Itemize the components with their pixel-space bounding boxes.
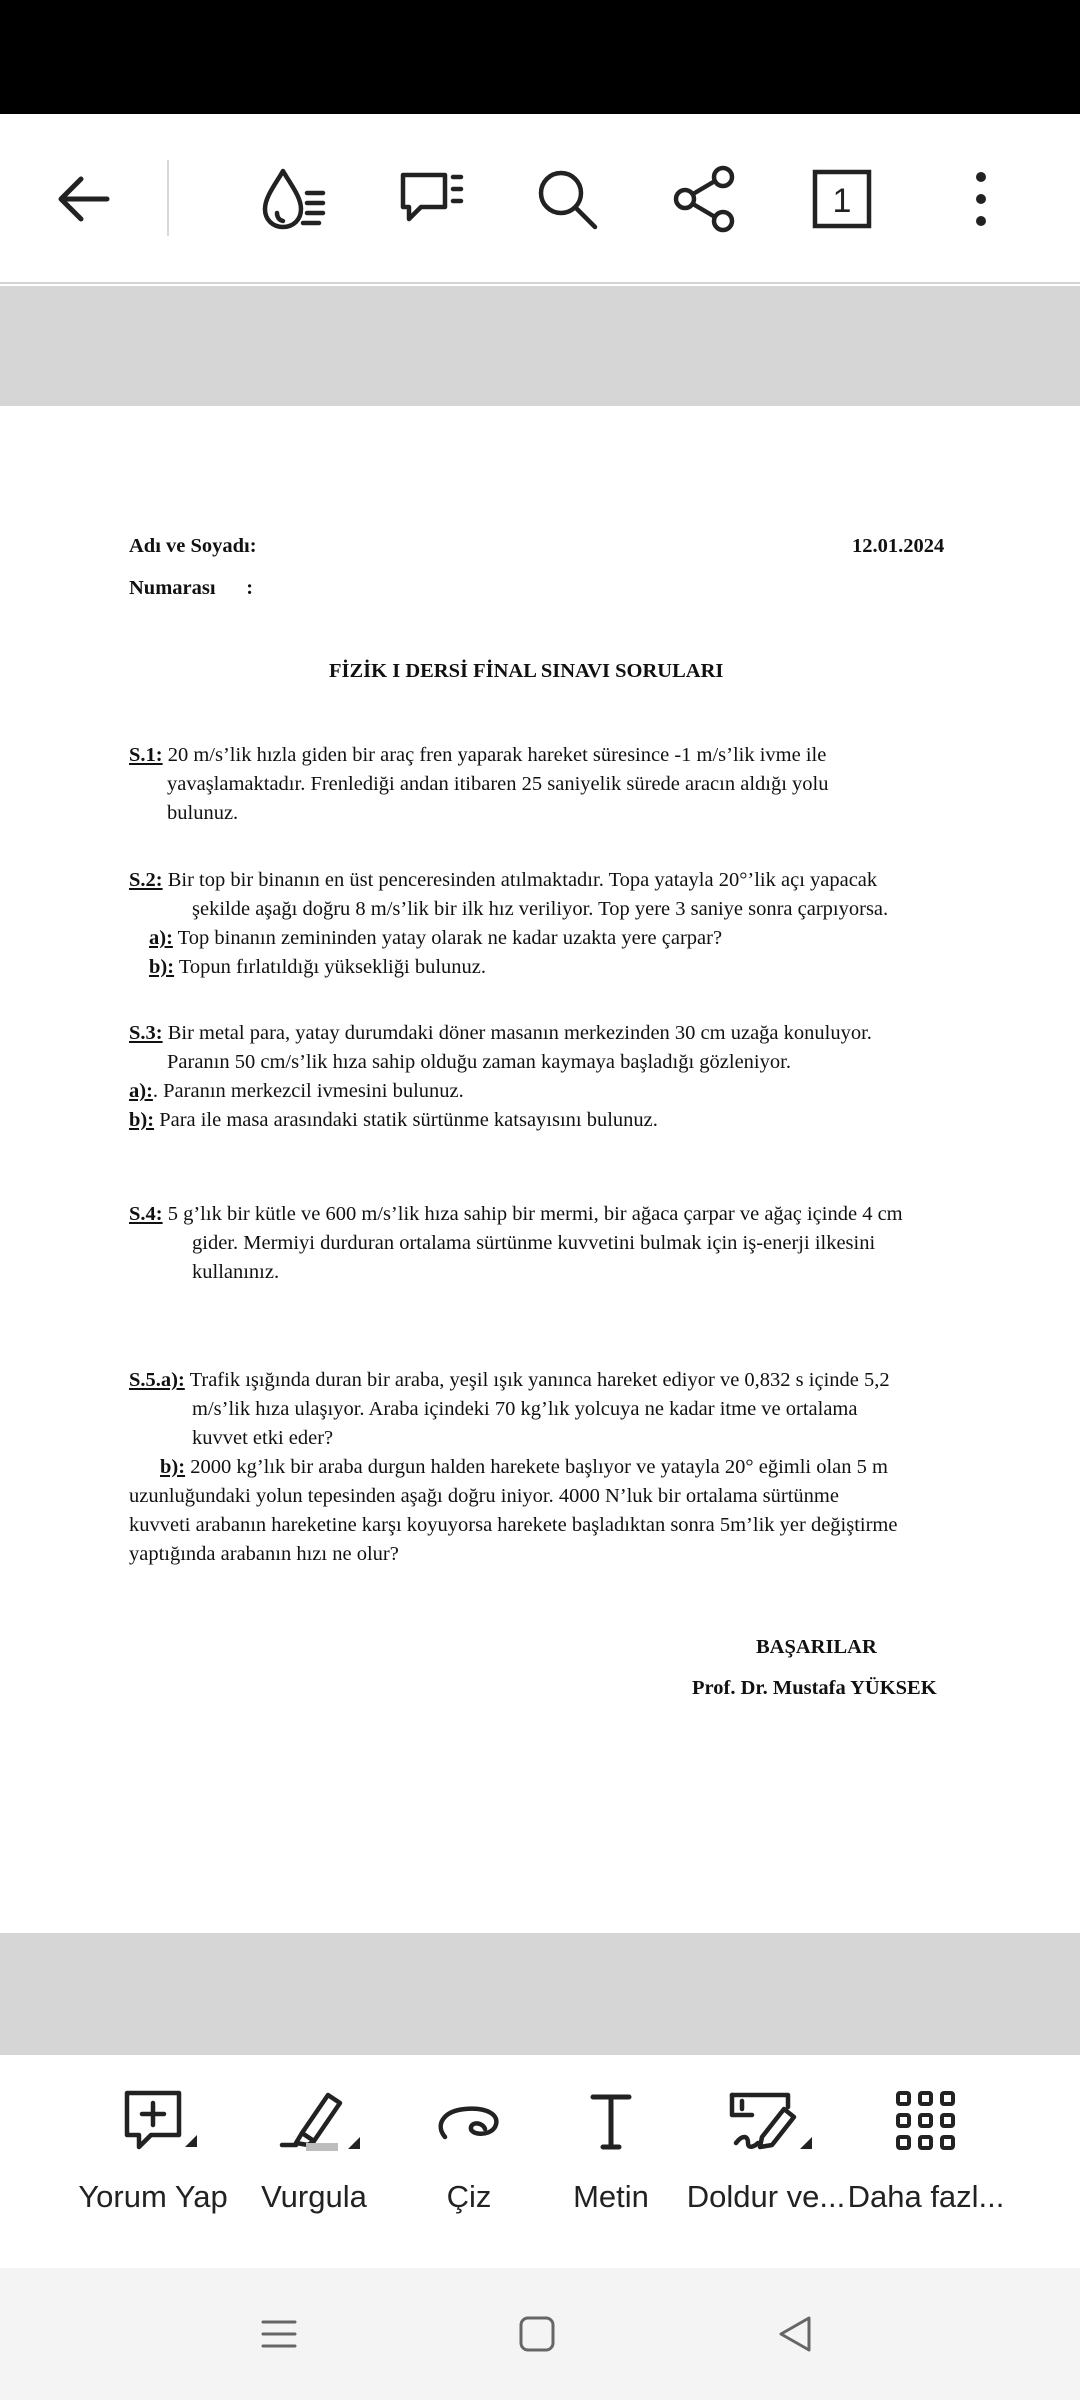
question-5-part-b-line-1 [160, 1454, 888, 1480]
question-1-label: S.1: [129, 744, 163, 766]
author-name: Prof. Dr. Mustafa YÜKSEK [692, 1677, 937, 1699]
question-3-text: Bir metal para, yatay durumdaki döner masanın merkezinden 30 cm uzağa konuluyor. [162, 1022, 872, 1044]
question-5-label: S.5.a): [129, 1369, 185, 1391]
question-5-part-b-line-3: kuvveti arabanın hareketine karşı koyuyorsa harekete başladıktan sonra 5m’lik yer değiştirme [129, 1514, 898, 1536]
question-3-b-text: Para ile masa arasındaki statik sürtünme katsayısını bulunuz. [154, 1109, 658, 1131]
question-1-text: 20 m/s’lik hızla giden bir araç fren yaparak hareket süresince -1 m/s’lik ivme ile [162, 744, 827, 766]
question-1-line-3: bulunuz. [167, 802, 239, 824]
more-tools-button[interactable] [836, 2085, 1016, 2245]
comment-tool-label: Yorum Yap [78, 2179, 228, 2214]
page-count-text: 1 [832, 182, 852, 220]
fill-sign-tool-button[interactable] [676, 2085, 856, 2245]
question-4-label: S.4: [129, 1203, 163, 1225]
question-1-line-2: yavaşlamaktadır. Frenlediği andan itibaren 25 saniyelik sürede aracın aldığı yolu [167, 773, 829, 795]
question-5-b-label: b): [160, 1456, 186, 1478]
exam-date: 12.01.2024 [852, 535, 945, 557]
search-icon[interactable] [522, 154, 612, 244]
question-4-line-1 [129, 1201, 903, 1227]
more-tools-icon [878, 2085, 974, 2165]
recent-apps-icon[interactable] [247, 2302, 311, 2366]
back-icon[interactable] [763, 2302, 827, 2366]
question-5-line-2: m/s’lik hıza ulaşıyor. Araba içindeki 70 kg’lık yolcuya ne kadar itme ve ortalama [192, 1398, 858, 1420]
question-3-a-label: a): [129, 1080, 153, 1102]
back-arrow-icon[interactable] [38, 154, 128, 244]
question-3-line-2: Paranın 50 cm/s’lik hıza sahip olduğu zaman kaymaya başladığı gözleniyor. [167, 1051, 791, 1073]
page-gap-bottom [0, 1933, 1080, 2055]
question-5-part-b-line-4: yaptığında arabanın hızı ne olur? [129, 1543, 399, 1565]
number-label: Numarası : [129, 577, 254, 599]
add-comment-icon [105, 2085, 201, 2165]
document-page[interactable] [0, 406, 1080, 1933]
draw-tool-label: Çiz [446, 2179, 492, 2214]
question-5-line-1 [129, 1367, 890, 1393]
page-gap-top [0, 286, 1080, 406]
question-5-b-text: 2000 kg’lık bir araba durgun halden harekete başlıyor ve yatayla 20° eğimli olan 5 m [185, 1456, 888, 1478]
page-count-icon[interactable] [797, 154, 887, 244]
highlighter-icon [266, 2085, 362, 2165]
question-2-line-2: şekilde aşağı doğru 8 m/s’lik bir ilk hız veriliyor. Top yere 3 saniye sonra çarpıyorsa. [192, 898, 889, 920]
status-bar [0, 0, 1080, 114]
question-2-b-text: Topun fırlatıldığı yüksekliği bulunuz. [174, 956, 486, 978]
bottom-toolbar [0, 2055, 1080, 2268]
question-2-a-label: a): [149, 927, 173, 949]
text-icon [563, 2085, 659, 2165]
question-2-label: S.2: [129, 869, 163, 891]
question-2-line-1 [129, 867, 877, 893]
question-4-line-2: gider. Mermiyi durduran ortalama sürtünme kuvvetini bulmak için iş-enerji ilkesini [192, 1232, 876, 1254]
question-4-line-3: kullanınız. [192, 1261, 280, 1283]
text-tool-button[interactable] [521, 2085, 701, 2245]
more-tools-label: Daha fazl... [847, 2179, 1005, 2214]
reading-mode-icon[interactable] [248, 154, 338, 244]
share-icon[interactable] [660, 154, 750, 244]
question-5-part-b-line-2: uzunluğundaki yolun tepesinden aşağı doğru iniyor. 4000 N’luk bir ortalama sürtünme [129, 1485, 839, 1507]
question-1-line-1 [129, 742, 826, 768]
question-4-text: 5 g’lık bir kütle ve 600 m/s’lik hıza sahip bir mermi, bir ağaca çarpar ve ağaç içinde 4 cm [162, 1203, 903, 1225]
question-3-b-label: b): [129, 1109, 155, 1131]
highlight-tool-button[interactable] [224, 2085, 404, 2245]
question-3-line-1 [129, 1020, 872, 1046]
question-2-text: Bir top bir binanın en üst penceresinden atılmaktadır. Topa yatayla 20°’lik açı yapacak [162, 869, 878, 891]
text-tool-label: Metin [573, 2179, 649, 2214]
fill-sign-tool-label: Doldur ve... [686, 2179, 846, 2214]
question-3-part-b [129, 1107, 658, 1133]
comments-icon[interactable] [386, 154, 476, 244]
system-nav-bar [0, 2268, 1080, 2400]
more-options-icon[interactable] [936, 154, 1026, 244]
comment-tool-button[interactable] [63, 2085, 243, 2245]
highlight-tool-label: Vurgula [261, 2179, 367, 2214]
toolbar-divider [167, 160, 169, 236]
question-3-a-text: . Paranın merkezcil ivmesini bulunuz. [152, 1080, 464, 1102]
question-2-part-b [149, 954, 486, 980]
name-label: Adı ve Soyadı: [129, 535, 257, 557]
fill-sign-icon [718, 2085, 814, 2165]
exam-title: FİZİK I DERSİ FİNAL SINAVI SORULARI [329, 660, 724, 682]
question-3-label: S.3: [129, 1022, 163, 1044]
top-toolbar [0, 114, 1080, 284]
question-5-line-3: kuvvet etki eder? [192, 1427, 334, 1449]
question-2-b-label: b): [149, 956, 175, 978]
home-icon[interactable] [505, 2302, 569, 2366]
question-2-a-text: Top binanın zemininden yatay olarak ne kadar uzakta yere çarpar? [172, 927, 723, 949]
question-5-text: Trafik ışığında duran bir araba, yeşil ışık yanınca hareket ediyor ve 0,832 s içinde 5,2 [184, 1369, 890, 1391]
draw-icon [421, 2085, 517, 2165]
question-2-part-a [149, 925, 722, 951]
question-3-part-a [129, 1078, 464, 1104]
closing-text: BAŞARILAR [756, 1636, 877, 1658]
